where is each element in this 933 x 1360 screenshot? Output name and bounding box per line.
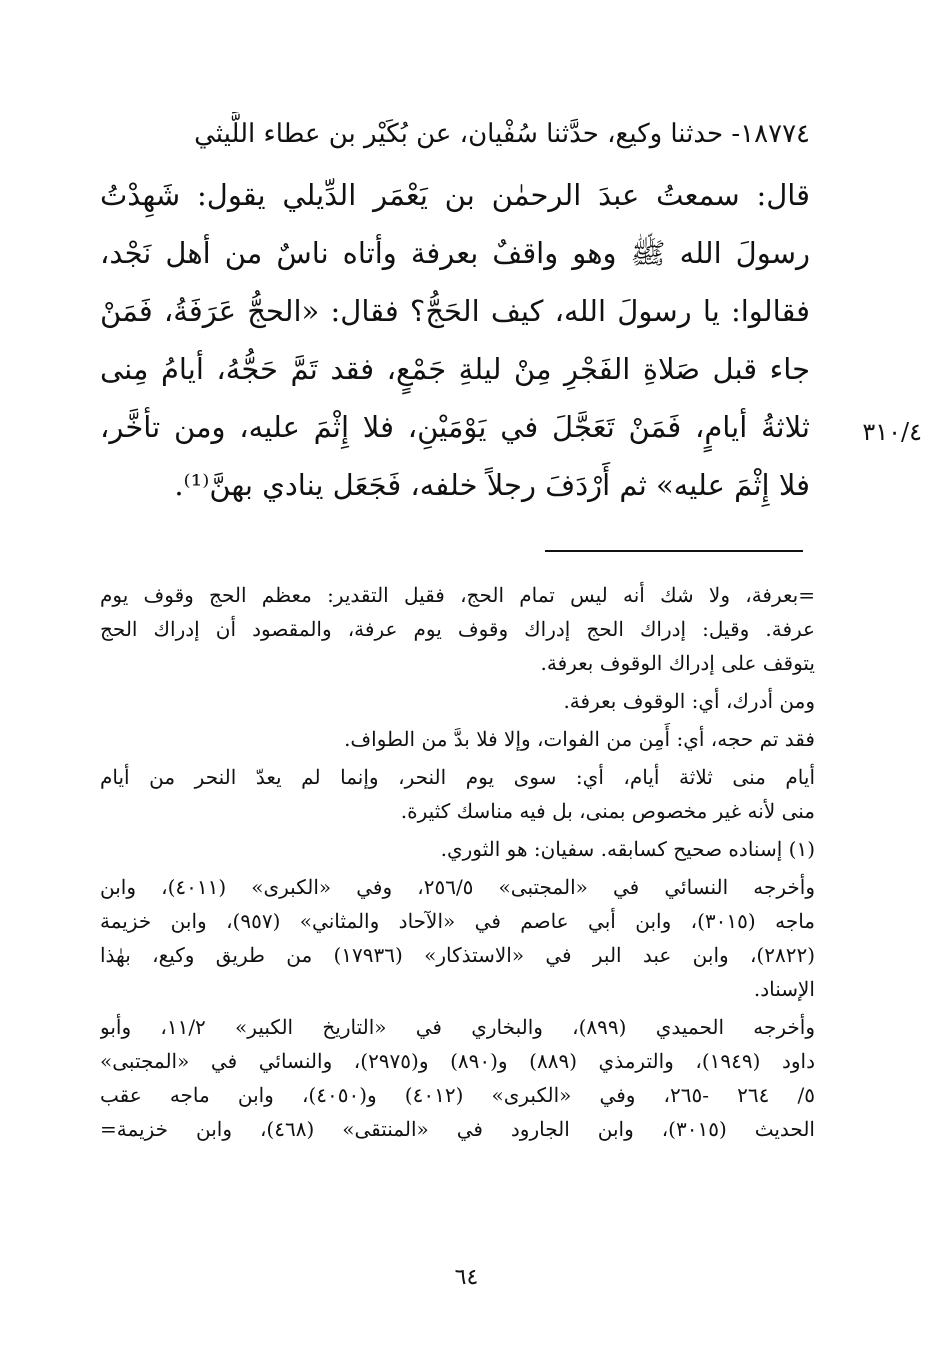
footnote-paragraph [100,870,815,1006]
footnote-line: فقد تم حجه، أي: أَمِن من الفوات، وإلا فلا بدَّ من الطواف. [344,727,815,751]
hadith-line: قال: سمعتُ عبدَ الرحمٰن بن يَعْمَر الدِّيلي يقول: شَهِدْتُ [100,178,810,212]
footnote-paragraph [100,684,815,718]
footnote-line: ٥/ ٢٦٤ -٢٦٥، وفي «الكبرى» (٤٠١٢) و(٤٠٥٠)، وابن ماجه عقب [100,1083,815,1107]
hadith-line: ثلاثةُ أيامٍ، فَمَنْ تَعَجَّلَ في يَوْمَيْنِ، فلا إِثْمَ عليه، ومن تأخَّر، [100,410,810,444]
footnote-line: عرفة. وقيل: إدراك الحج إدراك وقوف يوم عرفة، والمقصود أن إدراك الحج [100,617,815,641]
footnote-paragraph [100,1010,815,1146]
footnote-line: الحديث (٣٠١٥)، وابن الجارود في «المنتقى» (٤٦٨)، وابن خزيمة= [100,1117,815,1141]
footnote-line: داود (١٩٤٩)، والترمذي (٨٨٩) و(٨٩٠) و(٢٩٧٥)، والنسائي في «المجتبى» [100,1049,815,1073]
footnote-line: منى لأنه غير مخصوص بمنى، بل فيه مناسك كثيرة. [400,799,815,823]
footnote-paragraph [100,578,815,680]
page-number: ٦٤ [454,1265,479,1290]
footnotes [100,578,815,1150]
footnote-line: (٢٨٢٢)، وابن عبد البر في «الاستذكار» (١٧٩٣٦) من طريق وكيع، بهٰذا [100,943,815,967]
footnote-line: وأخرجه النسائي في «المجتبى» ٢٥٦/٥، وفي «الكبرى» (٤٠١١)، وابن [100,875,815,899]
footnote-paragraph [100,760,815,828]
hadith-block [100,112,810,514]
footnote-divider [545,550,803,552]
hadith-line: فلا إِثْمَ عليه» ثم أَرْدَفَ رجلاً خلفه، فَجَعَل ينادي بهنَّ⁽¹⁾. [174,468,810,502]
footnote-line: ماجه (٣٠١٥)، وابن أبي عاصم في «الآحاد والمثاني» (٩٥٧)، وابن خزيمة [100,909,815,933]
margin-reference: ٣١٠/٤ [862,418,922,446]
footnote-line: =بعرفة، ولا شك أنه ليس تمام الحج، فقيل التقدير: معظم الحج وقوف يوم [100,583,815,607]
hadith-heading: ١٨٧٧٤- حدثنا وكيع، حدَّثنا سُفْيان، عن بُكَيْر بن عطاء اللَّيثي [194,119,810,149]
footnote-line: يتوقف على إدراك الوقوف بعرفة. [540,651,815,675]
hadith-text [100,166,810,514]
footnote-paragraph [100,722,815,756]
footnote-line: الإسناد. [753,977,815,1001]
footnote-line: (١) إسناده صحيح كسابقه. سفيان: هو الثوري. [440,837,815,861]
footnote-line: ومن أدرك، أي: الوقوف بعرفة. [563,689,815,713]
footnote-paragraph [100,832,815,866]
footnote-line: وأخرجه الحميدي (٨٩٩)، والبخاري في «التاريخ الكبير» ١١/٢، وأبو [100,1015,815,1039]
hadith-line: فقالوا: يا رسولَ الله، كيف الحَجُّ؟ فقال: «الحجُّ عَرَفَةُ، فَمَنْ [100,294,810,328]
hadith-line: جاء قبل صَلاةِ الفَجْرِ مِنْ ليلةِ جَمْعٍ، فقد تَمَّ حَجُّهُ، أيامُ مِنى [100,352,810,386]
hadith-line: رسولَ الله ﷺ وهو واقفٌ بعرفة وأتاه ناسٌ من أهل نَجْد، [100,236,810,270]
footnote-line: أيام منى ثلاثة أيام، أي: سوى يوم النحر، وإنما لم يعدّ النحر من أيام [100,765,815,789]
